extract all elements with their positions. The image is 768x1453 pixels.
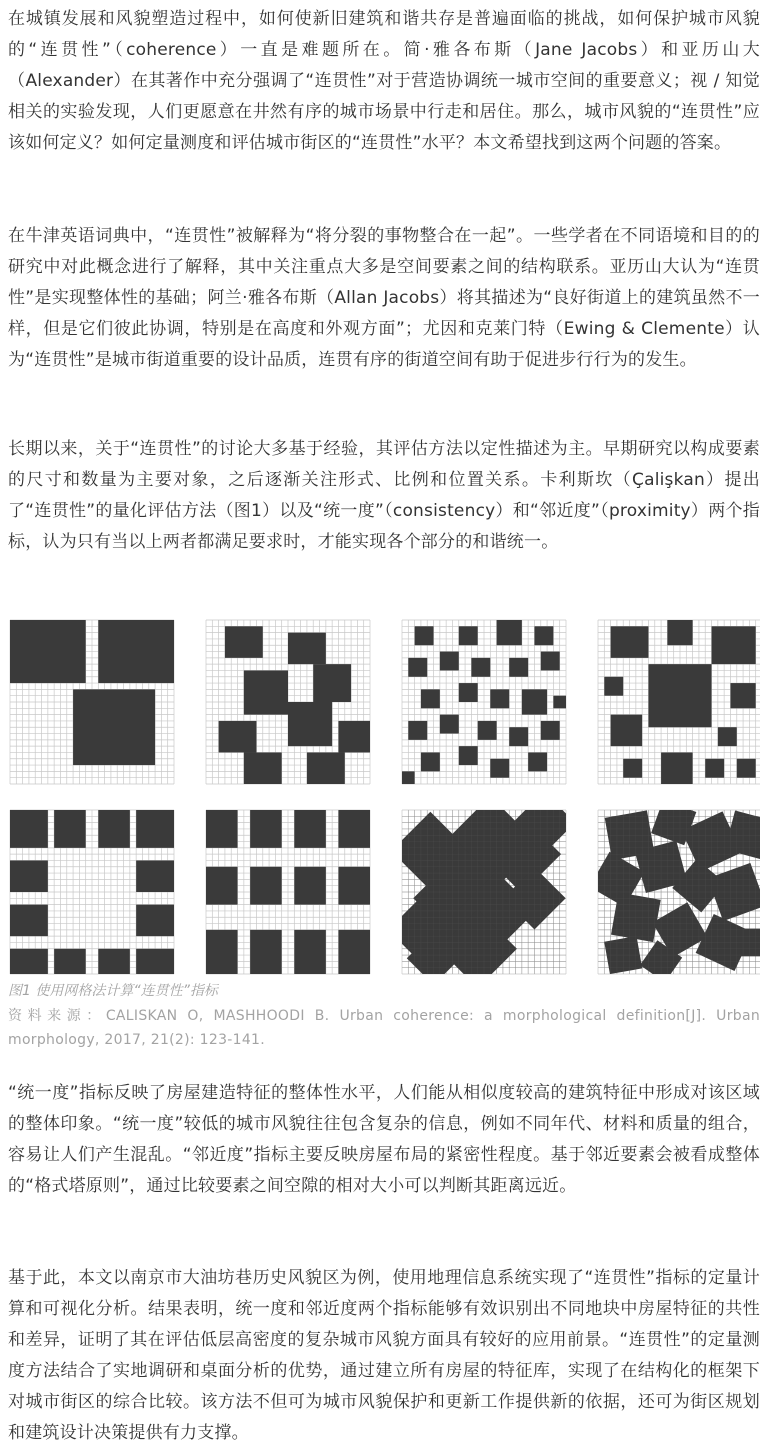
building-block xyxy=(421,689,440,708)
building-block xyxy=(402,771,415,784)
figure-caption-source: 资料来源：CALISKAN O, MASHHOODI B. Urban coherence: a morphological definition[J]. Urban morphology, 2017, 21(2): 123-141. xyxy=(8,1008,760,1048)
building-block xyxy=(509,727,528,746)
building-block xyxy=(528,752,547,771)
building-block xyxy=(730,683,755,708)
grid-panel-5 xyxy=(10,810,174,974)
building-block xyxy=(459,746,478,765)
building-block xyxy=(206,930,238,974)
building-block xyxy=(648,664,711,727)
building-block xyxy=(611,715,643,747)
building-block xyxy=(98,810,130,848)
building-block xyxy=(294,810,326,848)
grid-panel-6 xyxy=(206,810,370,974)
building-block xyxy=(10,860,48,892)
building-block xyxy=(471,658,490,677)
rotated-blocks xyxy=(589,800,760,976)
building-block xyxy=(250,810,282,848)
building-block xyxy=(244,752,282,784)
building-block xyxy=(73,689,155,765)
building-block xyxy=(338,810,370,848)
building-block xyxy=(459,683,478,702)
building-block xyxy=(338,721,370,753)
building-block xyxy=(415,626,434,645)
building-block xyxy=(250,930,282,974)
building-block xyxy=(206,867,238,905)
paragraph-indicators: “统一度”指标反映了房屋建造特征的整体性水平，人们能从相似度较高的建筑特征中形成对该区域的整体印象。“统一度”较低的城市风貌往往包含复杂的信息，例如不同年代、材料和质量的组合，容易让人们产生混乱。“邻近度”指标主要反映房屋布局的紧密性程度。基于邻近要素会被看成整体的“格式塔原则”，通过比较要素之间空隙的相对大小可以判断其距离远近。 xyxy=(8,1083,760,1196)
building-block xyxy=(611,626,649,658)
building-block xyxy=(10,810,48,848)
building-block xyxy=(553,696,566,709)
grid-panel-8 xyxy=(589,800,760,976)
building-block xyxy=(136,949,174,974)
building-block xyxy=(307,752,345,784)
building-block xyxy=(313,664,351,702)
building-block xyxy=(408,721,427,740)
building-block xyxy=(338,930,370,974)
building-block xyxy=(250,867,282,905)
building-block xyxy=(244,670,288,714)
building-block xyxy=(604,677,623,696)
building-block xyxy=(288,633,326,665)
building-block xyxy=(478,721,497,740)
grid-panel-7 xyxy=(388,791,575,976)
building-block xyxy=(10,949,48,974)
building-block xyxy=(667,620,692,645)
building-block xyxy=(541,652,560,671)
building-block xyxy=(705,759,724,778)
building-block xyxy=(294,867,326,905)
grid-panel-2 xyxy=(206,620,370,784)
building-block xyxy=(421,752,440,771)
building-block xyxy=(737,759,756,778)
building-block xyxy=(490,759,509,778)
building-block xyxy=(490,689,509,708)
building-block xyxy=(338,867,370,905)
building-block xyxy=(54,949,86,974)
grid-diagram xyxy=(8,618,760,976)
building-block xyxy=(136,860,174,892)
building-block xyxy=(541,721,560,740)
building-block xyxy=(98,949,130,974)
building-block xyxy=(440,652,459,671)
building-block xyxy=(294,930,326,974)
building-block xyxy=(623,759,642,778)
building-block xyxy=(10,905,48,937)
figure-caption-title: 图1 使用网格法计算“连贯性”指标 xyxy=(8,983,218,999)
building-block xyxy=(661,752,693,784)
building-block xyxy=(136,905,174,937)
building-block xyxy=(459,626,478,645)
building-block xyxy=(497,620,522,645)
building-block xyxy=(408,658,427,677)
building-block xyxy=(219,721,257,753)
grid-panel-1 xyxy=(10,620,174,784)
coherence-grid-figure xyxy=(8,618,760,976)
paragraph-intro: 在城镇发展和风貌塑造过程中，如何使新旧建筑和谐共存是普遍面临的挑战，如何保护城市风貌的“连贯性”（coherence）一直是难题所在。简·雅各布斯（Jane Jacobs）和亚历山大（Alexander）在其著作中充分强调了“连贯性”对于营造协调统一城市空间的重要意义；视 / 知觉相关的实验发现，人们更愿意在井然有序的城市场景中行走和居住。那么，城市风貌的“连贯性”应该如何定义？如何定量测度和评估城市街区的“连贯性”水平？本文希望找到这两个问题的答案。 xyxy=(8,9,760,153)
grid-panel-4 xyxy=(598,620,760,784)
building-block xyxy=(10,620,86,683)
building-block xyxy=(440,715,459,734)
grid-panel-3 xyxy=(402,620,566,784)
building-block xyxy=(534,626,553,645)
building-block xyxy=(136,810,174,848)
building-block xyxy=(509,658,528,677)
building-block xyxy=(288,702,332,746)
building-block xyxy=(522,689,547,714)
paragraph-definition: 在牛津英语词典中，“连贯性”被解释为“将分裂的事物整合在一起”。一些学者在不同语境和目的的研究中对此概念进行了解释，其中关注重点大多是空间要素之间的结构联系。亚历山大认为“连贯性”是实现整体性的基础；阿兰·雅各布斯（Allan Jacobs）将其描述为“良好街道上的建筑虽然不一样，但是它们彼此协调，特别是在高度和外观方面”；尤因和克莱门特（Ewing & Clemente）认为“连贯性”是城市街道重要的设计品质，连贯有序的街道空间有助于促进步行行为的发生。 xyxy=(8,226,760,370)
building-block xyxy=(98,620,174,683)
paragraph-conclusion: 基于此，本文以南京市大油坊巷历史风貌区为例，使用地理信息系统实现了“连贯性”指标的定量计算和可视化分析。结果表明，统一度和邻近度两个指标能够有效识别出不同地块中房屋特征的共性和差异，证明了其在评估低层高密度的复杂城市风貌方面具有较好的应用前景。“连贯性”的定量测度方法结合了实地调研和桌面分析的优势，通过建立所有房屋的特征库，实现了在结构化的框架下对城市街区的综合比较。该方法不但可为城市风貌保护和更新工作提供新的依据，还可为街区规划和建筑设计决策提供有力支撑。 xyxy=(8,1268,760,1443)
paragraph-history: 长期以来，关于“连贯性”的讨论大多基于经验，其评估方法以定性描述为主。早期研究以构成要素的尺寸和数量为主要对象，之后逐渐关注形式、比例和位置关系。卡利斯坎（Çalişkan）提出了“连贯性”的量化评估方法（图1）以及“统一度”（consistency）和“邻近度”（proximity）两个指标，认为只有当以上两者都满足要求时，才能实现各个部分的和谐统一。 xyxy=(8,439,760,552)
building-block xyxy=(718,727,737,746)
building-block xyxy=(206,810,238,848)
building-block xyxy=(54,810,86,848)
building-block xyxy=(225,626,263,658)
building-block xyxy=(712,626,756,664)
